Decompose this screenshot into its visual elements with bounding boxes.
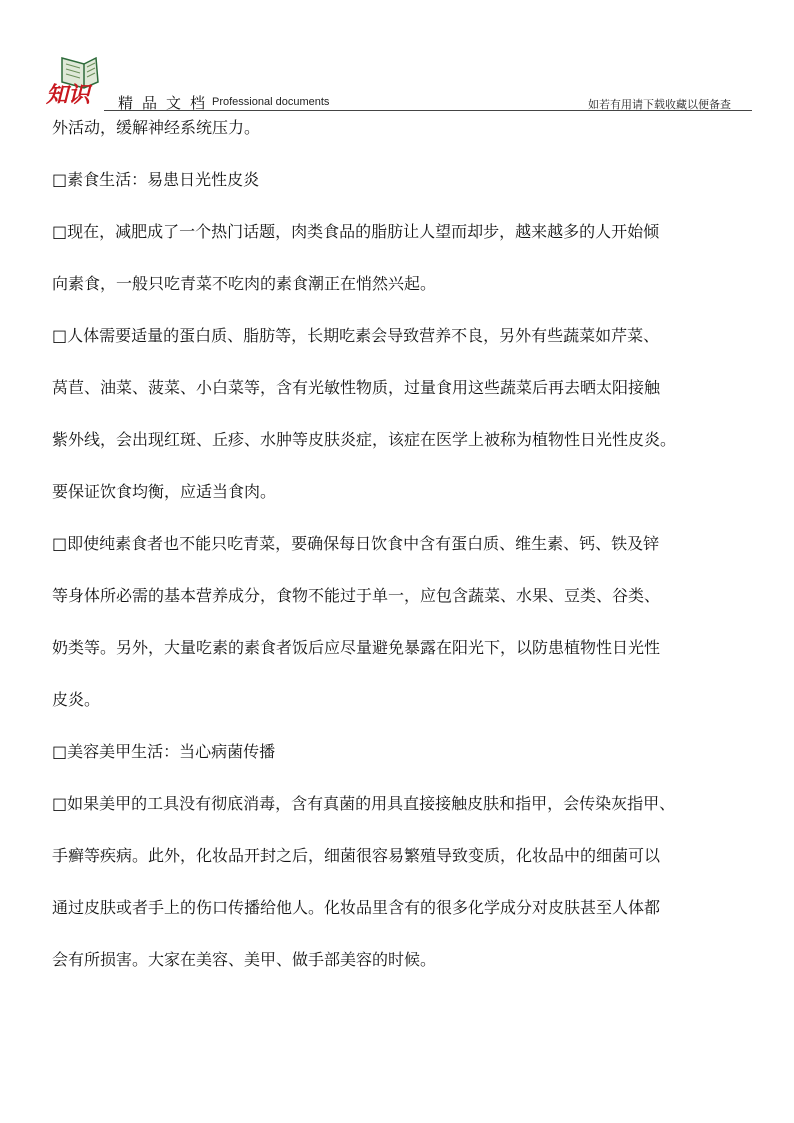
text-line: 会有所损害。大家在美容、美甲、做手部美容的时候。 — [52, 950, 437, 969]
text-line: 奶类等。另外，大量吃素的素食者饭后应尽量避免暴露在阳光下，以防患植物性日光性 — [52, 638, 661, 657]
text-line: □现在，减肥成了一个热门话题，肉类食品的脂肪让人望而却步，越来越多的人开始倾 — [52, 222, 660, 241]
book-logo-icon — [44, 54, 104, 108]
text-line: □人体需要适量的蛋白质、脂肪等，长期吃素会导致营养不良，另外有些蔬菜如芹菜、 — [52, 326, 660, 345]
document-body — [52, 118, 772, 970]
text-line: 皮炎。 — [52, 690, 101, 709]
header-divider — [104, 110, 752, 111]
text-line: 手癣等疾病。此外，化妆品开封之后，细菌很容易繁殖导致变质，化妆品中的细菌可以 — [52, 846, 661, 865]
logo — [44, 54, 104, 108]
section-heading: □美容美甲生活：当心病菌传播 — [52, 742, 276, 761]
text-line: 要保证饮食均衡，应适当食肉。 — [52, 482, 277, 501]
text-line: 莴苣、油菜、菠菜、小白菜等，含有光敏性物质，过量食用这些蔬菜后再去晒太阳接触 — [52, 378, 661, 397]
header-title-cn: 精品文档 — [118, 94, 215, 112]
text-line: □如果美甲的工具没有彻底消毒，含有真菌的用具直接接触皮肤和指甲，会传染灰指甲、 — [52, 794, 676, 813]
text-line: 等身体所必需的基本营养成分，食物不能过于单一，应包含蔬菜、水果、豆类、谷类、 — [52, 586, 661, 605]
text-line: 向素食，一般只吃青菜不吃肉的素食潮正在悄然兴起。 — [52, 274, 437, 293]
svg-text:知识: 知识 — [46, 82, 91, 108]
header-note: 如若有用请下载收藏以便备查 — [588, 98, 731, 111]
text-line: □即使纯素食者也不能只吃青菜，要确保每日饮食中含有蛋白质、维生素、钙、铁及锌 — [52, 534, 660, 553]
section-heading: □素食生活：易患日光性皮炎 — [52, 170, 260, 189]
text-line: 紫外线，会出现红斑、丘疹、水肿等皮肤炎症，该症在医学上被称为植物性日光性皮炎。 — [52, 430, 677, 449]
page-header — [0, 0, 794, 115]
text-line: 外活动，缓解神经系统压力。 — [52, 118, 261, 137]
header-title-en: Professional documents — [212, 96, 330, 108]
text-line: 通过皮肤或者手上的伤口传播给他人。化妆品里含有的很多化学成分对皮肤甚至人体都 — [52, 898, 661, 917]
